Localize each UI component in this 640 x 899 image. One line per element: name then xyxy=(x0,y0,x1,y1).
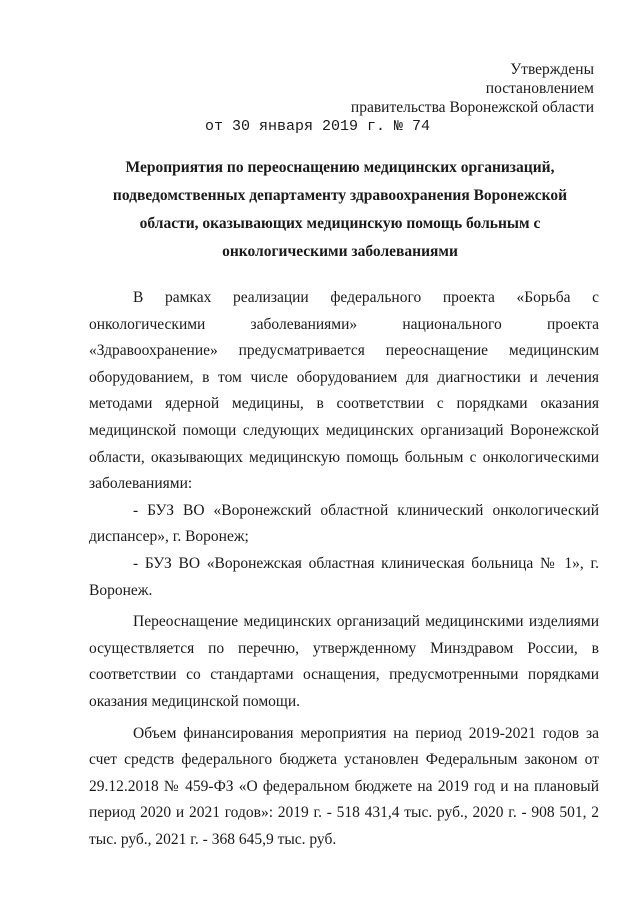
approval-block xyxy=(351,60,594,117)
paragraph-funding xyxy=(89,721,599,854)
title-line: области, оказывающих медицинскую помощь больным с xyxy=(139,215,541,232)
text-line: Переоснащение медицинских организаций медицинскими изделиями xyxy=(133,613,599,631)
text-line: - БУЗ ВО «Воронежский областной клинический онкологический xyxy=(133,501,599,519)
text-line: тыс. руб., 2021 г. - 368 645,9 тыс. руб. xyxy=(89,830,337,848)
text-line: Объем финансирования мероприятия на период 2019-2021 годов за xyxy=(133,724,599,742)
text-line: методами ядерной медицины, в соответствии с порядками оказания xyxy=(89,395,599,413)
approval-line-3: правительства Воронежской области xyxy=(350,99,594,116)
title-line: подведомственных департаменту здравоохранения Воронежской xyxy=(112,187,568,204)
document-title xyxy=(70,154,610,266)
paragraph-intro xyxy=(89,285,599,498)
text-line: осуществляется по перечню, утвержденному Минздравом России, в xyxy=(89,639,599,657)
text-line: счет средств федерального бюджета установлен Федеральным законом от xyxy=(89,751,599,769)
approval-line-1: Утверждены xyxy=(510,61,594,78)
text-line: заболеваниями: xyxy=(89,475,193,493)
text-line: области, оказывающих медицинскую помощь больным с онкологическими xyxy=(89,448,599,466)
text-line: период 2020 и 2021 годов»: 2019 г. - 518 431,4 тыс. руб., 2020 г. - 908 501, 2 xyxy=(89,804,599,822)
text-line: 29.12.2018 № 459-ФЗ «О федеральном бюджете на 2019 год и на плановый xyxy=(89,777,599,795)
approval-line-2: постановлением xyxy=(485,80,594,97)
paragraph-reequipment xyxy=(89,609,599,715)
text-line: В рамках реализации федерального проекта «Борьба с xyxy=(133,289,599,306)
text-line: диспансер», г. Воронеж; xyxy=(89,528,249,546)
list-item-oncology-dispensary xyxy=(89,498,599,551)
document-body xyxy=(89,285,599,853)
text-line: - БУЗ ВО «Воронежская областная клиническая больница № 1», г. xyxy=(133,554,599,572)
text-line: Воронеж. xyxy=(89,581,153,599)
text-line: соответствии со стандартами оснащения, предусмотренными порядками xyxy=(89,666,599,684)
text-line: онкологическими заболеваниями» национального проекта xyxy=(89,315,599,333)
text-line: оборудованием, в том числе оборудованием для диагностики и лечения xyxy=(89,368,599,386)
title-line: Мероприятия по переоснащению медицинских организаций, xyxy=(125,159,555,176)
title-line: онкологическими заболеваниями xyxy=(222,243,458,260)
text-line: медицинской помощи следующих медицинских организаций Воронежской xyxy=(89,421,599,439)
list-item-clinical-hospital xyxy=(89,551,599,604)
text-line: оказания медицинской помощи. xyxy=(89,692,301,710)
text-line: «Здравоохранение» предусматривается переоснащение медицинским xyxy=(89,342,599,360)
approval-date: от 30 января 2019 г. № 74 xyxy=(205,118,431,135)
